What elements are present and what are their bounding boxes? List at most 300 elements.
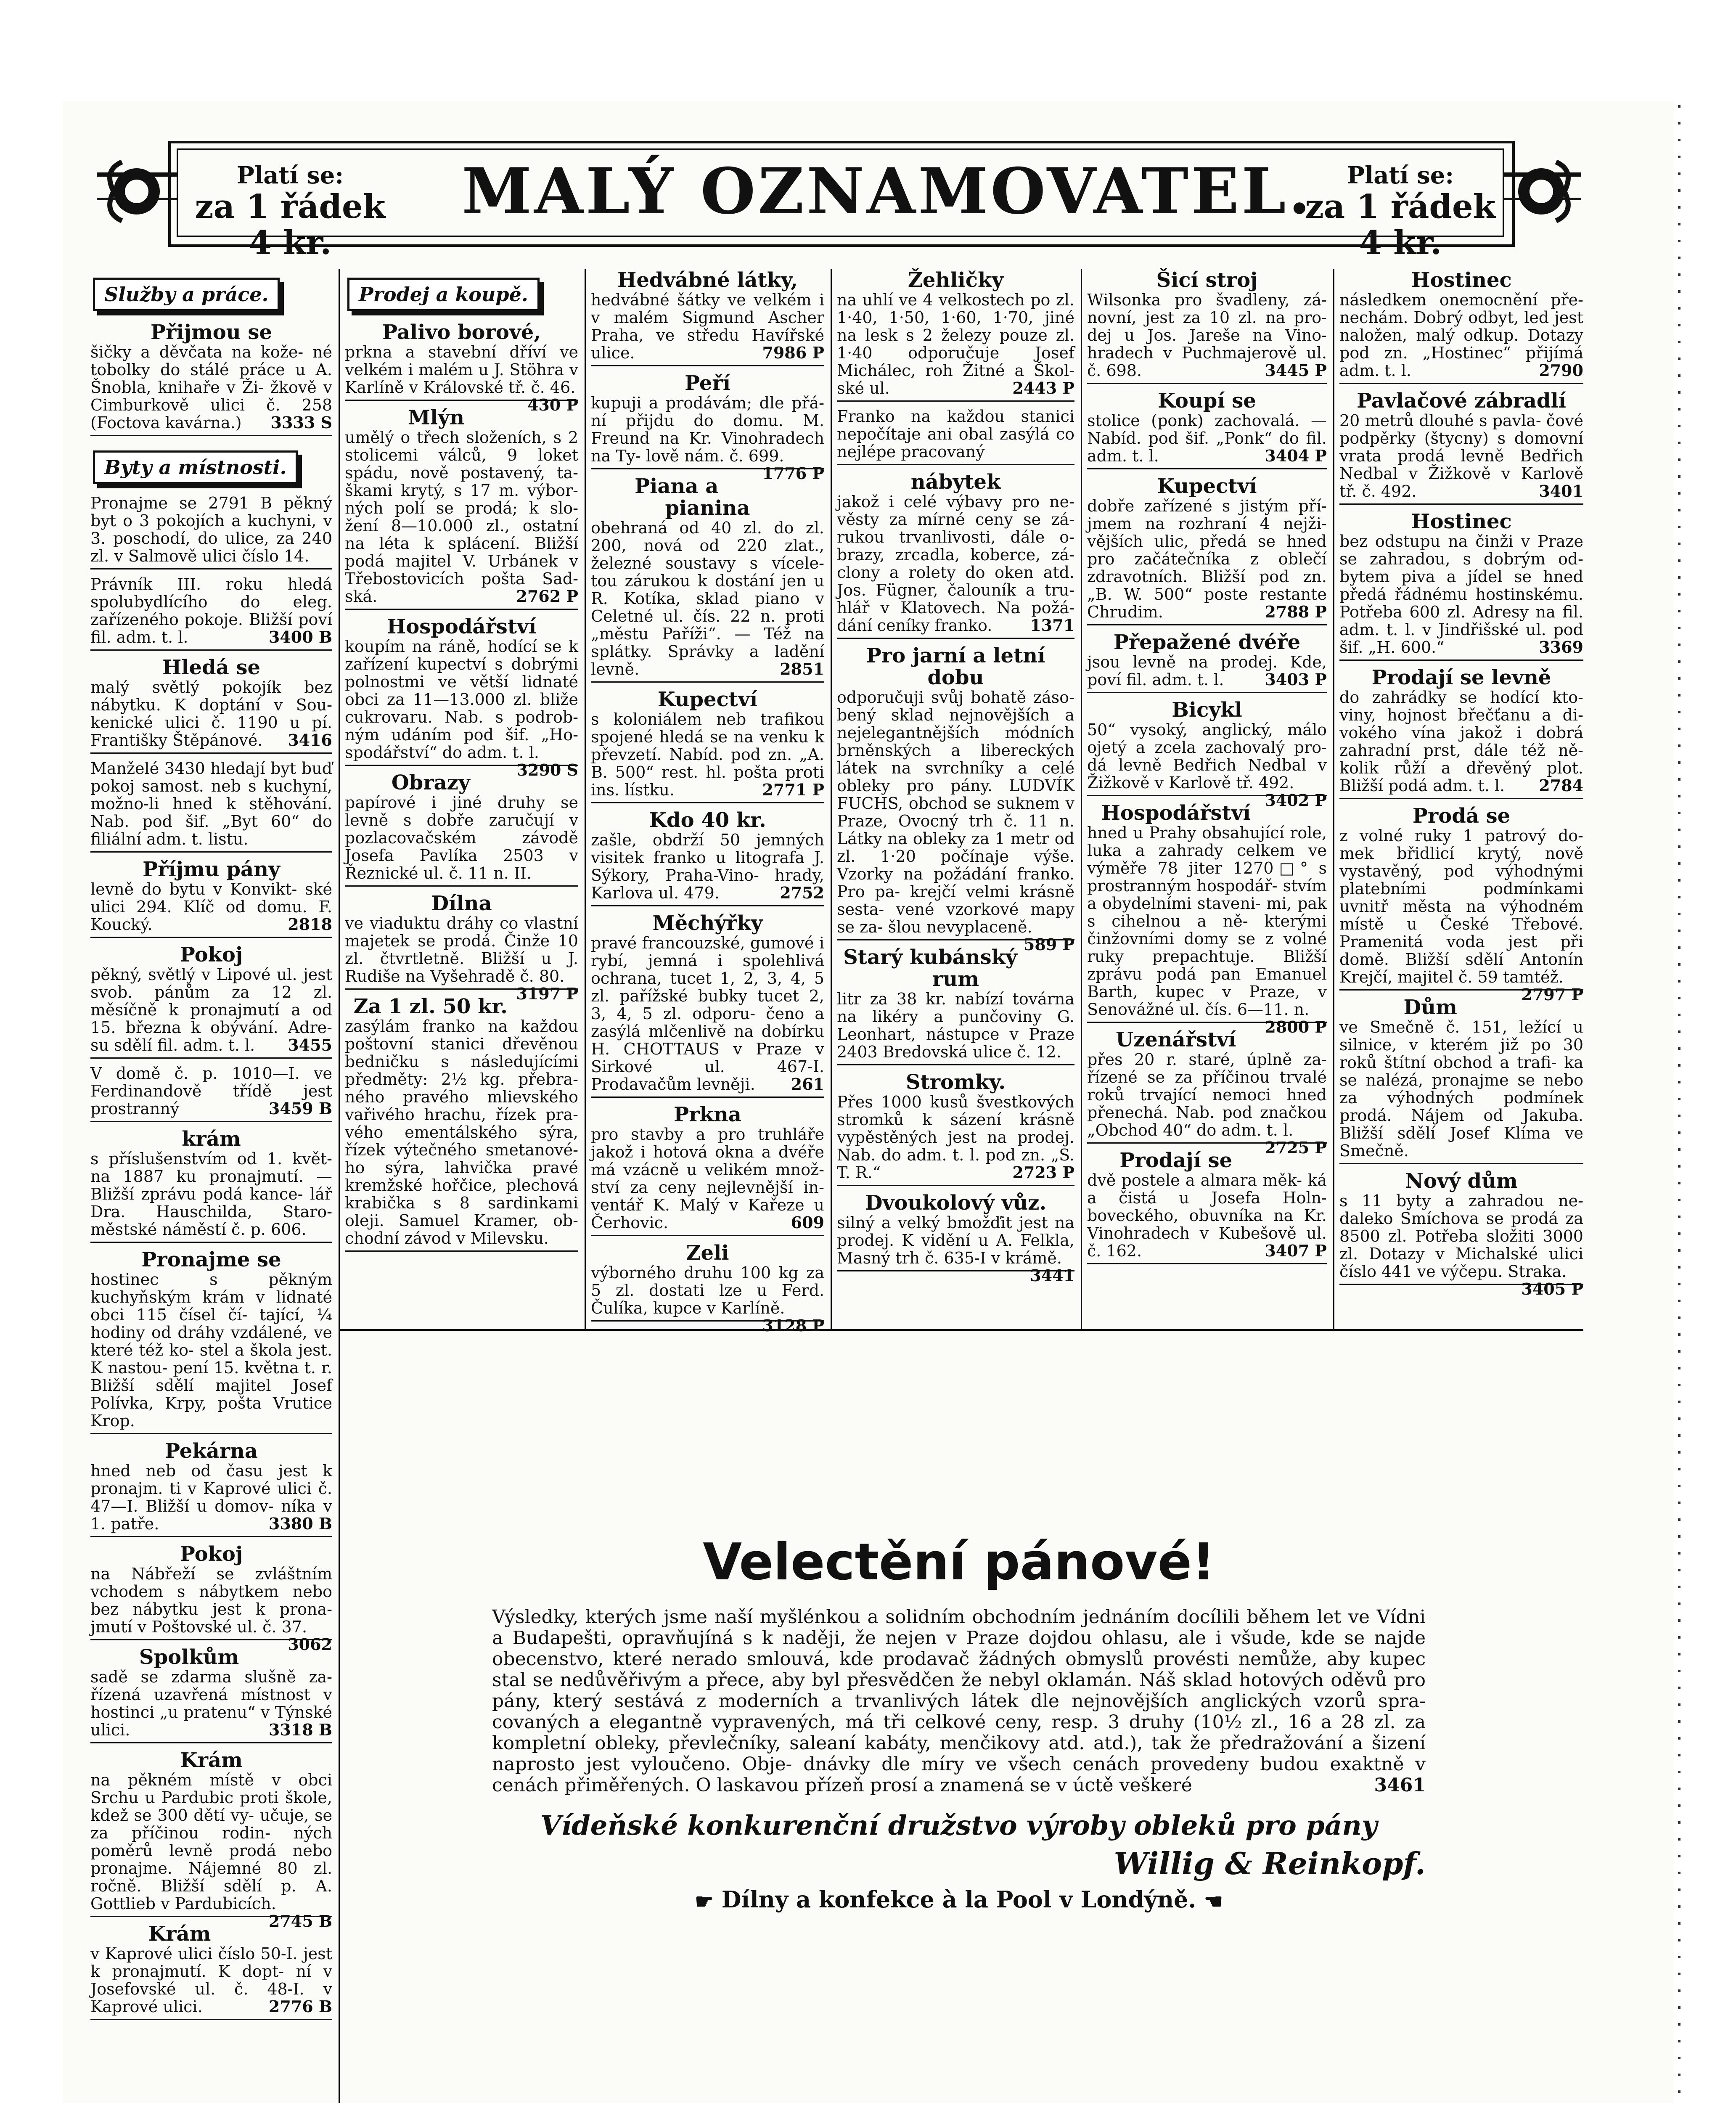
ad-text-body: dobře zařízené s jistým pří- jmem na rozhraní 4 nejži- vějších ulic, předá se hned pro začátečníka z oblečí zdravotních. Bližší pod zn. „B. W. 500“ poste restante Chrudim.: [1087, 497, 1327, 621]
ad-title: Prkna: [674, 1103, 741, 1126]
ad-text-body: v Kaprové ulici číslo 50-I. jest k pronajmutí. K dopt- ní v Josefovské ul. č. 48-I. v Kaprové ulici.: [90, 1944, 332, 2016]
ad-number: 3459 B: [268, 1099, 332, 1118]
ad-number: 589 P: [1023, 935, 1074, 954]
ad-item: [1339, 390, 1583, 505]
ad-item: [90, 1748, 332, 1931]
ad-title: Přepažené dvéře: [1113, 630, 1301, 654]
ad-title: Prodá se: [1412, 804, 1511, 828]
ad-title: Nový dům: [1405, 1169, 1518, 1193]
ad-text-body: s 11 byty a zahradou ne- daleko Smíchova se prodá za 8500 zl. Potřeba složiti 3000 zl. Dotazy v Michalské ulici číslo 441 ve výčepu. Straka.: [1339, 1192, 1583, 1281]
ad-number: 2788 P: [1265, 602, 1327, 621]
section-heading-sluzby: Služby a práce.: [93, 278, 280, 311]
ad-text: [90, 1462, 332, 1533]
ad-text: [1087, 824, 1327, 1036]
ad-text: [837, 493, 1074, 634]
ad-divider: [837, 1185, 1074, 1186]
ad-number: 3461: [1374, 1775, 1426, 1796]
ad-item: [1087, 801, 1327, 1036]
ad-number: 3455: [288, 1036, 332, 1054]
ad-item: [90, 575, 332, 651]
ad-text: [1339, 689, 1583, 795]
ad-number: 3333 S: [270, 413, 332, 432]
ad-title: Stromky.: [905, 1070, 1006, 1094]
ad-title: Šicí stroj: [1156, 268, 1258, 292]
ad-number: 1776 P: [762, 464, 824, 483]
ad-text-body: malý světlý pokojík bez nábytku. K doptání v Sou- kenické ulici č. 1190 u pí. Františky Štěpánové.: [90, 678, 332, 750]
ad-text-body: na Nábřeží se zvláštním vchodem s nábytkem nebo bez nábytku jest k prona- jmutí v Poštovské ul. č. 37.: [90, 1565, 332, 1636]
ad-divider: [90, 2019, 332, 2020]
ad-title: Přijmou se: [151, 320, 272, 344]
ad-number: 261: [791, 1075, 824, 1094]
ad-title: Hledá se: [162, 656, 261, 679]
ad-text-body: obehraná od 40 zl. do zl. 200, nová od 220 zlat., železné soustavy s vícele- tou zárukou k dostání jen u R. Kotíka, sklad piano v Celetné ul. čís. 22 n. proti „městu Paříži“. — Též na splátky. Správky a ladění levně.: [591, 519, 824, 678]
ad-item: [1339, 804, 1583, 1004]
ad-item: [90, 1065, 332, 1122]
ad-text-body: na pěkném místě v obci Srchu u Pardubic proti škole, kdež se 300 dětí vy- učuje, se za příčinou rodin- ných poměrů levně prodá nebo pronajme. Nájemné 80 zl. ročně. Bližší sdělí p. A. Gottlieb v Pardubicích.: [90, 1771, 332, 1913]
ad-item: [591, 912, 824, 1098]
ad-number: 3290 S: [516, 760, 578, 779]
ad-item: [837, 269, 1074, 402]
ad-text: [345, 794, 578, 882]
ad-number: 3404 P: [1265, 446, 1327, 465]
ad-title: Příjmu pány: [143, 858, 280, 881]
ad-text-body: jakož i celé výbavy pro ne- věsty za mírné ceny se zá- rukou trvanlivosti, dále o- brazy, zrcadla, koberce, zá- clony a rolety do oken atd. Jos. Fügner, čalouník a tru- hlář v Klatovech. Na požá- dání ceníky franko.: [837, 493, 1074, 635]
ad-item: [90, 1646, 332, 1743]
ad-number: 3416: [288, 731, 332, 750]
ad-item: [1339, 511, 1583, 661]
ad-text-body: koupím na ráně, hodící se k zařízení kupectví s dobrými polnostmi ve větší lidnaté obci za 11—13.000 zl. bliže cukrovaru. Nab. s podrob- ným udáním pod šif. „Ho- spodářství“ do adm. t. l.: [345, 637, 578, 762]
ad-text-body: silný a velký bmožďit jest na prodej. K vidění u A. Felkla, Masný trh č. 635-I v krámě.: [837, 1213, 1074, 1267]
ad-body-text: Výsledky, kterých jsme naší myšlénkou a solidním obchodním jednáním docílili během let ve Vídni a Budapešti, opravňujíná s k naději, že nejen v Praze dojdou ohlasu, ale i všude, kde se najde obecenstvo, které nerado smlouvá, kde prodavač žádných obmyslů provésti nemůže, aby kupec stal se nedůvěřivým a přece, aby byl přesvědčen že nebyl oklamán. Náš sklad hotových oděvů pro pány, který sestává z moderních a trvanlivých látek dle nejnovějších anglických vzorů spra- covaných a elegantně vypravených, má tři celkové ceny, resp. 3 druhy (10½ zl., 16 a 28 zl. za kompletní obleky, převlečníky, saleaní kabáty, menčikovy atd. atd.), tak že předražování a šizení naprosto jest vyloučeno. Obje- dnávky dle míry ve všech cenách provedeny budou exaktně v cenách přiměřených. O laskavou přízeň prosí a znamená se v úctě veškeré: [492, 1606, 1426, 1796]
ad-item: [90, 321, 332, 436]
ad-number: 2762 P: [516, 587, 578, 606]
ad-divider: [90, 752, 332, 754]
ad-title: Hostinec: [1411, 510, 1512, 533]
ad-text-body: do zahrádky se hodící kto- viny, hojnost břečťanu a di- vokého vína jakož i dobrá zahradní prst, dále též ně- kolik růží a dřevěný plot. Bližší podá adm. t. l.: [1339, 688, 1583, 795]
ad-text: [1087, 653, 1327, 689]
ad-text: [90, 494, 332, 565]
ad-title: Mlýn: [408, 406, 465, 429]
ad-text: [591, 831, 824, 902]
ad-title: Palivo borové,: [382, 320, 541, 344]
ad-list: [591, 268, 824, 1335]
ad-number: 3062: [288, 1635, 332, 1654]
price-label: Platí se:: [1347, 162, 1454, 189]
ad-number: 3318 B: [268, 1720, 332, 1739]
column-5: [1087, 269, 1327, 1270]
ad-title: Starý kubánský rum: [843, 946, 1017, 991]
ad-item: [1087, 475, 1327, 625]
ad-text: [837, 990, 1074, 1061]
ad-divider: [837, 638, 1074, 639]
ad-number: 2776 B: [268, 1997, 332, 2016]
ad-text: [90, 760, 332, 848]
ad-list: [345, 321, 578, 1252]
column-rule: [1333, 269, 1334, 1329]
ad-text: [1339, 1018, 1583, 1160]
ad-item: [591, 809, 824, 906]
column-6: [1339, 269, 1583, 1298]
ad-number: 2752: [780, 883, 824, 902]
ad-number: 2818: [288, 915, 332, 934]
section-heading-byty: Byty a místnosti.: [93, 450, 298, 484]
ad-list: [1087, 269, 1327, 1264]
ad-text: [591, 291, 824, 362]
ad-text-body: Wilsonka pro švadleny, zá- novní, jest za 10 zl. na pro- dej u Jos. Jareše na Vino- hradech v Puchmajerově ul. č. 698.: [1087, 291, 1327, 380]
ad-divider: [837, 400, 1074, 402]
ad-text-body: následkem onemocnění pře- nechám. Dobrý odbyt, led jest naložen, malý odkup. Dotazy pod zn. „Hostinec“ přijímá adm. t. l.: [1339, 291, 1583, 380]
ad-number: 430 P: [527, 395, 578, 414]
ad-text: [591, 934, 824, 1093]
ad-divider: [90, 568, 332, 569]
ad-number: 3197 P: [516, 984, 578, 1003]
ad-text-body: Manželé 3430 hledají byt buď pokoj samost. neb s kuchyní, možno-li hned k stěhování. Nab. pod šif. „Byt 60“ do filiální adm. t. listu.: [90, 759, 332, 848]
ad-text: [90, 880, 332, 933]
ad-text: [837, 291, 1074, 397]
ad-text: [837, 1093, 1074, 1181]
ad-text: [90, 1565, 332, 1654]
ad-divider: [1087, 692, 1327, 693]
ad-item: [837, 408, 1074, 465]
ad-text: [1339, 826, 1583, 1004]
ad-item: [591, 1104, 824, 1236]
ad-title: Spolkům: [139, 1645, 239, 1669]
ad-divider: [1087, 468, 1327, 469]
ad-headline: Velectění pánové!: [703, 1533, 1215, 1592]
ad-divider: [1087, 1263, 1327, 1264]
ad-text-body: zasýlám franko na každou poštovní stanici dřevěnou bedničku s následujícími předměty: 2½ kg. přebra- ného pravého mlievského vařivého hrachu, řízek pra- vého ementálského sýra, řízek výtečného smetanové- ho sýra, lahvička pravé kremžské hořčice, plechová krabička s 8 sardinkami oleji. Samuel Kramer, ob- chodní závod v Milevsku.: [345, 1017, 578, 1247]
ad-divider: [1339, 660, 1583, 661]
ad-text: [837, 688, 1074, 954]
ornament-icon: [101, 154, 172, 229]
price-value: za 1 řádek 4 kr.: [1305, 188, 1496, 262]
ad-item: [345, 892, 578, 1003]
price-value: za 1 řádek 4 kr.: [195, 188, 386, 262]
masthead-price-right: [1291, 162, 1510, 261]
ad-number: 3441: [1030, 1266, 1074, 1285]
perforation-dots: [1678, 105, 1680, 2103]
ad-number: 3445 P: [1265, 361, 1327, 380]
ad-text: [1087, 720, 1327, 810]
ad-firm: Willig & Reinkopf.: [1114, 1846, 1426, 1881]
ad-item: [90, 1249, 332, 1434]
ad-title: Dílna: [431, 892, 492, 915]
ad-text: [90, 1945, 332, 2016]
page-title: MALÝ OZNAMOVATEL.: [462, 154, 1313, 228]
ad-item: [591, 371, 824, 483]
ad-divider: [345, 885, 578, 887]
ad-item: [1087, 1149, 1327, 1264]
ad-text: [90, 1150, 332, 1238]
ad-title: Pokoj: [180, 943, 243, 967]
ad-item: [1087, 1028, 1327, 1157]
ad-divider: [591, 1235, 824, 1236]
pointing-hand-icon: ☚: [1204, 1888, 1223, 1914]
ad-list: [90, 321, 332, 436]
ad-divider: [591, 802, 824, 803]
ad-number: 2790: [1539, 361, 1583, 380]
ad-text-body: umělý o třech složeních, s 2 stolicemi válců, 9 loket spádu, nově postavený, ta- škami krytý, s 17 m. výbor- ných polí se prodá; k slo- žení 8—10.000 zl., ostatní na léta k splácení. Bližší podá majitel V. Urbánek v Třebostovicích pošta Sad- ská.: [345, 428, 578, 606]
masthead-price-left: [181, 162, 400, 261]
ad-text-body: s příslušenstvím od 1. květ- na 1887 ku pronajmutí. — Bližší zprávu podá kance- lář Dra. Hauschilda, Staro- městské náměstí č. p. 606.: [90, 1149, 332, 1239]
ad-text-body: Pronajme se 2791 B pěkný byt o 3 pokojích a kuchyni, v 3. poschodí, do ulice, za 240 zl. v Salmově ulici číslo 14.: [90, 494, 332, 565]
ad-divider: [90, 1742, 332, 1743]
ad-number: 3380 B: [268, 1514, 332, 1533]
ad-title: Dvoukolový vůz.: [865, 1191, 1047, 1215]
ad-number: 2443 P: [1012, 379, 1074, 397]
ad-text-body: na uhlí ve 4 velkostech po zl. 1·40, 1·50, 1·60, 1·70, jiné na lesk s 2 železy pouze zl. 1·40 odporučuje Josef Michálec, roh Žitné a Škol- ské ul.: [837, 291, 1074, 397]
ad-text-body: jsou levně na prodej. Kde, poví fil. adm. t. l.: [1087, 653, 1327, 689]
ad-text-body: dvě postele a almara měk- ká a čistá u Josefa Holn- boveckého, obuvníka na Kr. Vinohradech v Kubešově ul. č. 162.: [1087, 1171, 1327, 1260]
ad-number: 2800 P: [1265, 1017, 1327, 1036]
ad-divider: [591, 681, 824, 683]
ad-text-body: výborného druhu 100 kg za 5 zl. dostati lze u Ferd. Čulíka, kupce v Karlíně.: [591, 1263, 824, 1317]
ad-title: Pro jarní a letní dobu: [866, 644, 1045, 689]
ad-item: [837, 471, 1074, 639]
ad-title: Pronajme se: [141, 1248, 281, 1271]
column-rule: [1081, 269, 1082, 1329]
ad-item: [90, 1440, 332, 1537]
ad-title: Prodají se levně: [1371, 666, 1551, 689]
ad-text: [1087, 412, 1327, 465]
ad-text: [591, 1263, 824, 1335]
ad-divider: [90, 1057, 332, 1059]
column-rule: [585, 269, 586, 1329]
ad-text-body: šičky a děvčata na kože- né tobolky do stálé práce u A. Šnobla, knihaře v Ži- žkově v Cimburkově ulici č. 258 (Foctova kavárna.): [90, 343, 332, 432]
ad-title: Piana a pianina: [635, 474, 750, 520]
ad-number: 3407 P: [1265, 1241, 1327, 1260]
ad-number: 2784: [1539, 776, 1583, 795]
ad-title: Kupectví: [1157, 474, 1257, 498]
column-3: [591, 269, 824, 1335]
ad-number: 2723 P: [1012, 1163, 1074, 1182]
ad-title: Prodají se: [1119, 1149, 1233, 1172]
ad-text-body: papírové i jiné druhy se levně s dobře zaručují v pozlacovačském závodě Josefa Pavlíka 2503 v Řeznické ul. č. 11 n. II.: [345, 793, 578, 882]
ad-title: Peří: [685, 371, 730, 395]
ad-item: [591, 475, 824, 683]
ad-item: [90, 1542, 332, 1654]
ad-text-body: 50“ vysoký, anglický, málo ojetý a zcela zachovalý pro- dá levně Bedřich Nedbal v Žižkově v Karlově tř. 492.: [1087, 720, 1327, 792]
ad-divider: [591, 905, 824, 906]
ad-divider: [1087, 624, 1327, 625]
ad-title: nábytek: [910, 470, 1001, 494]
ad-text: [345, 343, 578, 414]
ad-text-body: prkna a stavební dříví ve velkém i malém u J. Stöhra v Karlíně v Královské tř. č. 46.: [345, 343, 578, 397]
section-heading-prodej: Prodej a koupě.: [347, 278, 540, 311]
ad-divider: [90, 937, 332, 938]
ad-divider: [837, 464, 1074, 465]
ad-text-body: z volné ruky 1 patrový do- mek břidlicí krytý, nově vystavěný, pod výhodnými platebními podmínkami uvnitř města na výhodném místě u České Třebové. Pramenitá voda jest při domě. Bližší sdělí Antonín Krejčí, majitel č. 59 tamtéž.: [1339, 826, 1583, 986]
ad-number: 609: [791, 1213, 824, 1232]
ad-title: Hostinec: [1411, 268, 1512, 292]
ad-item: [591, 689, 824, 803]
ad-number: 3369: [1539, 638, 1583, 657]
ad-title: Hospodářství: [386, 615, 537, 638]
ad-divider: [90, 851, 332, 853]
ad-text: [90, 1271, 332, 1430]
ad-text: [90, 966, 332, 1054]
ad-text-body: ve viaduktu dráhy co vlastní majetek se prodá. Činže 10 zl. čtvrtletně. Bližší u J. Rudiše na Vyšehradě č. 80.: [345, 914, 578, 985]
ad-text: [1087, 1171, 1327, 1260]
ad-title: Za 1 zl. 50 kr.: [353, 995, 508, 1018]
pointing-hand-icon: ☛: [695, 1888, 714, 1914]
column-4: [837, 269, 1074, 1285]
ad-item: [90, 944, 332, 1059]
column-rule: [339, 269, 340, 2103]
ad-text: [90, 575, 332, 646]
ad-divider: [90, 649, 332, 651]
ad-divider: [345, 609, 578, 610]
ad-title: Pokoj: [180, 1542, 243, 1566]
ad-text-body: litr za 38 kr. nabízí továrna na likéry a punčoviny G. Leonhart, nástupce v Praze 2403 Bredovská ulice č. 12.: [837, 990, 1074, 1061]
ad-item: [90, 657, 332, 754]
ad-title: Zeli: [686, 1241, 729, 1265]
ad-text: [90, 343, 332, 432]
column-rule: [831, 269, 832, 1329]
ad-item: [1087, 390, 1327, 469]
ad-title: Obrazy: [391, 771, 470, 795]
ad-divider: [90, 1242, 332, 1243]
ad-text-body: sadě se zdarma slušně za- řízená uzavřená místnost v hostinci „u pratenu“ v Týnské ulici.: [90, 1668, 332, 1739]
ad-text-body: bez odstupu na činži v Praze se zahradou, s dobrým od- bytem piva a jídel se hned předá řádnému hostinskému. Potřeba 600 zl. Adresy na fil. adm. t. l. v Jindřišské ul. pod šif. „H. 600.“: [1339, 532, 1583, 657]
ad-text: [1339, 532, 1583, 656]
masthead: [97, 128, 1581, 262]
ad-text-body: pravé francouzské, gumové i rybí, jemná i spolehlivá ochrana, tucet 1, 2, 3, 4, 5 zl. pařížské bubky tucet 2, 3, 4, 5 zl. odporu- čeno a zasýlá mlčenlivě na dobírku H. CHOTTAUS v Praze v Sirkové ul. 467-I. Prodavačům levněji.: [591, 934, 824, 1094]
ad-divider: [591, 1097, 824, 1098]
ad-number: 3401: [1539, 482, 1583, 501]
ad-text-body: ve Smečně č. 151, ležící u silnice, v kterém již po 30 roků štítní obchod a trafi- ka se nalézá, pronajme se nebo za výhodných podmínek prodá. Nájem od Jakuba. Bližší sdělí Josef Klíma ve Smečně.: [1339, 1018, 1583, 1160]
ad-text: [90, 1771, 332, 1931]
ad-text: [345, 914, 578, 1003]
ad-text-body: hned neb od času jest k pronajm. ti v Kaprové ulici č. 47—I. Bližší u domov- níka v 1. patře.: [90, 1462, 332, 1533]
ad-item: [90, 760, 332, 853]
column-2: [345, 269, 578, 1258]
ad-text: [345, 429, 578, 605]
ad-item: [90, 1923, 332, 2020]
ad-title: Krám: [148, 1922, 211, 1946]
ad-workshops-text: Dílny a konfekce à la Pool v Londýně.: [721, 1886, 1196, 1913]
ad-text-body: stolice (ponk) zachovalá. — Nabíd. pod šif. „Ponk“ do fil. adm. t. l.: [1087, 411, 1327, 465]
ad-text-body: 20 metrů dlouhé s pavla- čové podpěrky (štycny) s domovní vrata prodá levně Bedřich Nedbal v Žižkově v Karlově tř. č. 492.: [1339, 411, 1583, 501]
ad-text-body: s koloniálem neb trafikou spojené hledá se na venku k převzetí. Nabíd. pod zn. „A. B. 500“ rest. hl. pošta proti ins. lístku.: [591, 710, 824, 799]
ad-text: [345, 637, 578, 779]
ad-number: 3400 B: [268, 628, 332, 646]
ad-list: [837, 268, 1074, 1285]
ad-text-body: Franko na každou stanici nepočítaje ani obal zasýlá co nejlépe pracovaný: [837, 407, 1074, 461]
ad-item: [90, 1128, 332, 1243]
ad-text: [837, 1213, 1074, 1285]
ad-number: 2851: [780, 660, 824, 678]
ad-item: [345, 615, 578, 779]
ad-text: [1339, 291, 1583, 379]
ornament-icon: [1506, 154, 1577, 229]
ad-title: Krám: [180, 1748, 243, 1772]
ad-item: [1339, 1169, 1583, 1298]
ad-body: [492, 1607, 1426, 1796]
price-label: Platí se:: [236, 162, 344, 189]
ad-title: Koupí se: [1158, 389, 1256, 413]
ad-title: Měchýřky: [652, 911, 763, 935]
ad-divider: [1339, 1163, 1583, 1164]
ad-text-body: V domě č. p. 1010—I. ve Ferdinandově třídě jest prostranný: [90, 1064, 332, 1118]
ad-text: [591, 710, 824, 799]
big-advertisement: [492, 1531, 1426, 1918]
ad-item: [90, 858, 332, 938]
ad-item: [345, 320, 578, 414]
ad-number: 3128 P: [762, 1316, 824, 1335]
ad-divider: [90, 1121, 332, 1122]
ad-number: 1371: [1030, 616, 1074, 635]
section-rule: [339, 1329, 1583, 1331]
ad-item: [837, 946, 1074, 1065]
ad-text-body: zašle, obdrží 50 jemných visitek franko u litografa J. Sýkory, Praha-Vino- hrady, Karlova ul. 479.: [591, 831, 824, 902]
ad-text-body: odporučuji svůj bohatě záso- bený sklad nejnovějších a nejelegantnějších módních brněnských a libereckých látek na svrchníky a celé obleky pro pány. LUDVÍK FUCHS, obchod se suknem v Praze, Ovocný trh č. 11 n. Látky na obleky za 1 metr od zl. 1·20 počínaje výše. Vzorky na požádání franko. Pro pa- krejčí velmi krásně sesta- vené vzorkové mapy se za- šlou nevyplaceně.: [837, 688, 1074, 936]
ad-text: [591, 1126, 824, 1232]
ad-text: [591, 394, 824, 483]
ad-text-body: hedvábné šátky ve velkém i v malém Sigmund Ascher Praha, ve středu Havířské ulice.: [591, 291, 824, 362]
ad-title: Kdo 40 kr.: [649, 808, 766, 832]
ad-text: [345, 1017, 578, 1247]
ad-item: [345, 772, 578, 887]
ad-title: krám: [182, 1127, 241, 1151]
ad-divider: [1087, 383, 1327, 384]
ad-title: Hedvábné látky,: [617, 268, 798, 292]
ad-item: [837, 644, 1074, 954]
ad-text: [90, 1668, 332, 1739]
ad-title: Uzenářství: [1116, 1028, 1236, 1052]
ad-number: 3403 P: [1265, 670, 1327, 689]
ad-title: Dům: [1403, 996, 1457, 1019]
ad-text-body: přes 20 r. staré, úplně za- řízené se za příčinou trvalé roků trvající nemoci hned přenechá. Nab. pod značkou „Obchod 40“ do adm. t. l.: [1087, 1050, 1327, 1139]
ad-text: [837, 408, 1074, 461]
ad-text: [1087, 291, 1327, 379]
ad-text-body: Právník III. roku hledá spolubydlícího do eleg. zařízeného pokoje. Bližší poví fil. adm. t. l.: [90, 575, 332, 646]
ad-society: Vídeňské konkurenční družstvo výroby obleků pro pány: [540, 1810, 1377, 1841]
ad-number: 2725 P: [1265, 1138, 1327, 1157]
ad-text: [591, 519, 824, 678]
ad-title: Pekárna: [165, 1439, 258, 1463]
ad-number: 2745 B: [268, 1912, 332, 1931]
ad-text-body: Přes 1000 kusů švestkových stromků k sázení krásně vypěstěných jest na prodej. Nab. do adm. t. l. pod zn. „S. T. R.“: [837, 1093, 1074, 1182]
ad-text: [90, 678, 332, 749]
ad-item: [1339, 996, 1583, 1164]
ad-title: Kupectví: [657, 688, 758, 711]
ad-item: [345, 407, 578, 610]
ad-item: [1339, 667, 1583, 799]
ad-number: 3402 P: [1265, 791, 1327, 810]
ad-text-body: hostinec s pěkným kuchyňským krám v lidnaté obci 115 čísel čí- tající, ¼ hodiny od dráhy vzdálené, ve které též ko- stel a škola jest. K nastou- pení 15. května t. r. Bližší sdělí majitel Josef Polívka, Krpy, pošta Vrutice Krop.: [90, 1270, 332, 1430]
ad-number: 3405 P: [1521, 1279, 1583, 1298]
ad-divider: [837, 1064, 1074, 1065]
ad-item: [1087, 631, 1327, 693]
ad-divider: [90, 1536, 332, 1537]
ad-title: Bicykl: [1172, 698, 1242, 722]
ad-item: [1339, 269, 1583, 384]
ad-number: 7986 P: [762, 343, 824, 362]
ad-item: [837, 1071, 1074, 1186]
ad-divider: [90, 1433, 332, 1434]
ad-title: Žehličky: [908, 268, 1004, 292]
ad-text-body: hned u Prahy obsahující role, luka a zahrady celkem ve výměře 78 jiter 1270□° s prostranným hospodář- stvím a obydelními staveni- mi, pak s cihelnou a ně- kterými činžovními domy se z volné ruky prepachtuje. Bližší zprávu podá pan Emanuel Barth, kupec v Praze, v Senovážné ul. čís. 6—11. n.: [1087, 824, 1327, 1019]
ad-number: 2771 P: [762, 780, 824, 799]
ad-item: [1087, 698, 1327, 810]
ad-item: [837, 1191, 1074, 1285]
ad-item: [345, 996, 578, 1252]
ad-item: [1087, 269, 1327, 384]
ad-text: [90, 1065, 332, 1118]
ad-text-body: levně do bytu v Konvikt- ské ulici 294. Klíč od domu. F. Koucký.: [90, 880, 332, 934]
ad-text-body: pěkný, světlý v Lipové ul. jest svob. pánům za 12 zl. měsíčně k pronajmutí a od 15. března k obývání. Adre- su sdělí fil. adm. t. l.: [90, 965, 332, 1054]
